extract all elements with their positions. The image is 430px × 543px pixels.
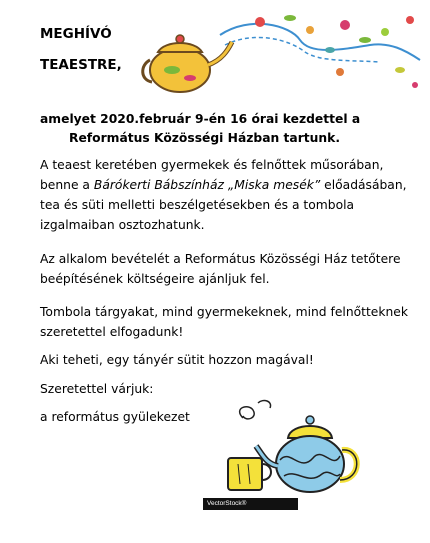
invitation-subtitle: TEAESTRE,	[40, 57, 122, 73]
cake-request: Aki teheti, egy tányér sütit hozzon magával!	[40, 353, 314, 367]
event-venue-line: Református Közösségi Házban tartunk.	[69, 131, 341, 145]
teapot-flowers-icon	[140, 10, 430, 100]
teapot-cup-icon	[218, 398, 368, 498]
donation-line-1: Az alkalom bevételét a Református Közösségi Ház tetőtere	[40, 252, 401, 266]
program-line-4: izgalmaiban osztozhatunk.	[40, 218, 205, 232]
program-line-3: tea és süti melletti beszélgetésekben és a tombola	[40, 198, 355, 212]
program-line-2-pre: benne a	[40, 178, 94, 192]
event-date-line: amelyet 2020.február 9-én 16 órai kezdettel a	[40, 112, 361, 126]
signature: a református gyülekezet	[40, 410, 190, 424]
puppet-show-title: Bárókerti Bábszínház „Miska mesék”	[93, 178, 321, 192]
program-line-2	[40, 177, 407, 193]
program-line-1: A teaest keretében gyermekek és felnőttek műsorában,	[40, 158, 384, 172]
invitation-title: MEGHÍVÓ	[40, 26, 112, 42]
program-line-2-post: előadásában,	[320, 178, 407, 192]
raffle-line-1: Tombola tárgyakat, mind gyermekeknek, mind felnőtteknek	[40, 305, 408, 319]
stock-logo: VectorStock®	[207, 500, 247, 507]
raffle-line-2: szeretettel elfogadunk!	[40, 325, 184, 339]
donation-line-2: beépítésének költségeire ajánljuk fel.	[40, 272, 270, 286]
closing-greeting: Szeretettel várjuk:	[40, 382, 154, 396]
